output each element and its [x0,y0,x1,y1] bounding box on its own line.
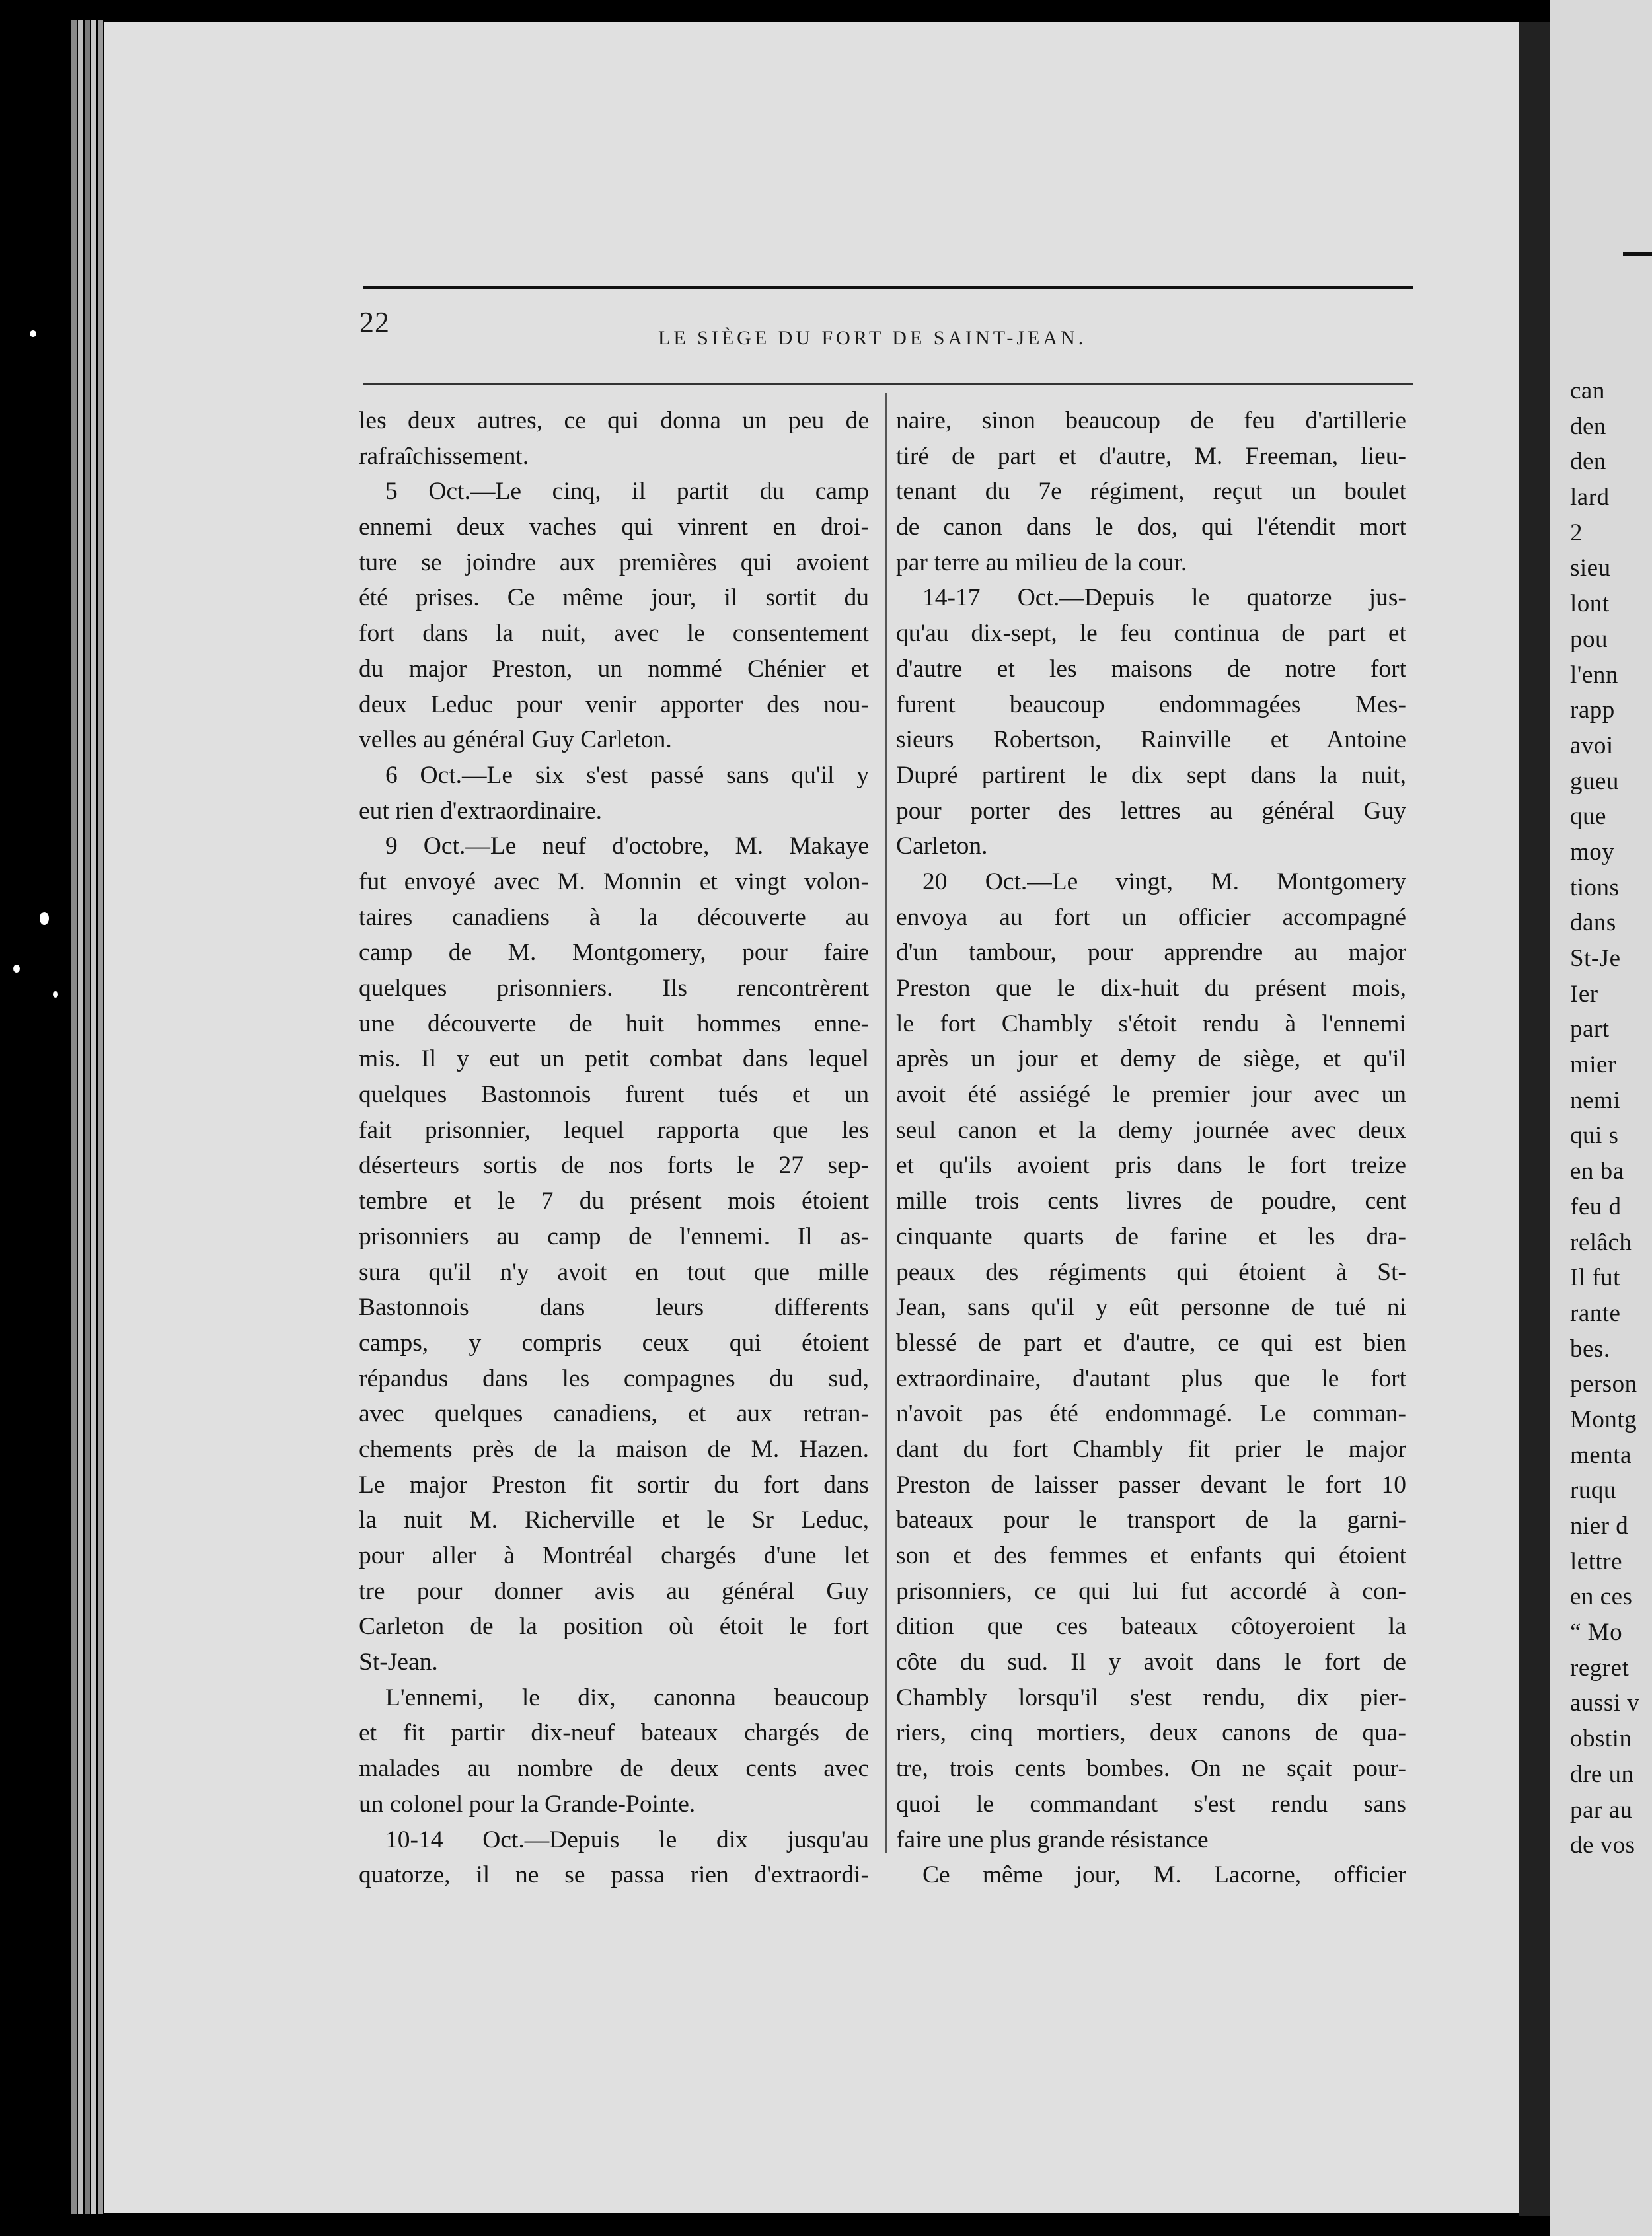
adjacent-page-line: moy [1570,838,1615,866]
text-line-left: camps, y compris ceux qui étoient [359,1329,869,1357]
text-line-left: fait prisonnier, lequel rapporta que les [359,1116,869,1144]
adjacent-page-line: sieu [1570,554,1611,582]
text-line-left: deux Leduc pour venir apporter des nou- [359,690,869,718]
adjacent-page-line: feu d [1570,1193,1622,1220]
adjacent-page-line: menta [1570,1441,1632,1469]
text-line-right: d'autre et les maisons de notre fort [896,655,1406,683]
text-line-right: tiré de part et d'autre, M. Freeman, lieu- [896,442,1406,470]
page-number: 22 [359,306,390,338]
adjacent-page-line: Il fut [1570,1264,1620,1292]
text-line-right: quoi le commandant s'est rendu sans [896,1790,1406,1818]
adjacent-page-line: rapp [1570,696,1615,724]
text-line-left: pour aller à Montréal chargés d'une let [359,1542,869,1569]
text-line-left: répandus dans les compagnes du sud, [359,1364,869,1392]
text-line-left: 10-14 Oct.—Depuis le dix jusqu'au [385,1826,869,1853]
text-line-left: L'ennemi, le dix, canonna beaucoup [385,1684,869,1711]
text-line-right: 14-17 Oct.—Depuis le quatorze jus- [922,584,1406,612]
text-line-left: la nuit M. Richerville et le Sr Leduc, [359,1507,869,1534]
adjacent-page-line: 2 [1570,519,1583,546]
text-line-left: tre pour donner avis au général Guy [359,1577,869,1605]
text-line-right: riers, cinq mortiers, deux canons de qua- [896,1719,1406,1747]
adjacent-page-line: person [1570,1370,1637,1398]
adjacent-page-line: St-Je [1570,945,1621,972]
text-line-right: Dupré partirent le dix sept dans la nuit, [896,761,1406,789]
text-line-right: le fort Chambly s'étoit rendu à l'ennemi [896,1010,1406,1037]
text-column-left [359,403,869,1893]
text-line-right: qu'au dix-sept, le feu continua de part et [896,620,1406,648]
adjacent-page-line: aussi v [1570,1690,1640,1717]
adjacent-page-line: lettre [1570,1547,1623,1575]
text-line-right: Preston de laisser passer devant le fort 10 [896,1471,1406,1499]
column-divider [885,393,887,1853]
adjacent-page-line: dans [1570,909,1616,937]
text-line-left: 5 Oct.—Le cinq, il partit du camp [385,478,869,505]
text-line-right: peaux des régiments qui étoient à St- [896,1258,1406,1286]
adjacent-page-text [1570,373,1639,1863]
text-line-right: n'avoit pas été endommagé. Le comman- [896,1400,1406,1428]
adjacent-page-line: obstin [1570,1725,1632,1753]
text-line-right: tenant du 7e régiment, reçut un boulet [896,478,1406,505]
text-line-right: cinquante quarts de farine et les dra- [896,1222,1406,1250]
text-line-right: envoya au fort un officier accompagné [896,903,1406,931]
text-line-left: malades au nombre de deux cents avec [359,1755,869,1783]
text-line-left: camp de M. Montgomery, pour faire [359,939,869,967]
text-line-right: d'un tambour, pour apprendre au major [896,939,1406,967]
text-line-right: Chambly lorsqu'il s'est rendu, dix pier- [896,1684,1406,1711]
text-line-right: Preston que le dix-huit du présent mois, [896,975,1406,1002]
text-line-left: Bastonnois dans leurs differents [359,1294,869,1322]
text-line-right: et qu'ils avoient pris dans le fort treize [896,1152,1406,1179]
text-line-right: seul canon et la demy journée avec deux [896,1116,1406,1144]
adjacent-page-rule [1623,252,1652,256]
adjacent-page-line: ruqu [1570,1477,1616,1505]
text-line-right: après un jour et demy de siège, et qu'il [896,1045,1406,1073]
text-line-right: prisonniers, ce qui lui fut accordé à con- [896,1577,1406,1605]
adjacent-page-line: l'enn [1570,661,1618,689]
text-line-left: quelques Bastonnois furent tués et un [359,1081,869,1109]
adjacent-page-line: lard [1570,484,1610,511]
adjacent-page-line: que [1570,803,1606,831]
text-line-left: rafraîchissement. [359,442,529,470]
text-line-left: les deux autres, ce qui donna un peu de [359,407,869,434]
text-line-right: avoit été assiégé le premier jour avec un [896,1081,1406,1109]
running-title: LE SIÈGE DU FORT DE SAINT-JEAN. [658,327,1087,349]
text-line-right: côte du sud. Il y avoit dans le fort de [896,1649,1406,1676]
text-line-left: prisonniers au camp de l'ennemi. Il as- [359,1222,869,1250]
adjacent-page-line: mier [1570,1051,1616,1079]
scan-speck [30,330,36,337]
text-line-left: une découverte de huit hommes enne- [359,1010,869,1037]
adjacent-page-line: lont [1570,590,1610,618]
adjacent-page-line: tions [1570,874,1620,901]
adjacent-page-line: de vos [1570,1832,1635,1859]
scan-speck [53,991,58,998]
text-line-right: blessé de part et d'autre, ce qui est bien [896,1329,1406,1357]
text-line-left: un colonel pour la Grande-Pointe. [359,1790,696,1818]
adjacent-page-line: nier d [1570,1512,1629,1540]
adjacent-page-line: den [1570,448,1606,476]
text-line-left: Carleton de la position où étoit le fort [359,1613,869,1641]
text-line-left: chements près de la maison de M. Hazen. [359,1435,869,1463]
adjacent-page-line: relâch [1570,1228,1632,1256]
text-line-left: taires canadiens à la découverte au [359,903,869,931]
text-line-left: tembre et le 7 du présent mois étoient [359,1187,869,1215]
adjacent-page-line: pou [1570,625,1608,653]
scan-speck [13,965,20,973]
text-line-right: extraordinaire, d'autant plus que le fort [896,1364,1406,1392]
spine-shadow [1519,22,1550,2216]
text-line-right: dant du fort Chambly fit prier le major [896,1435,1406,1463]
text-line-right: Carleton. [896,833,988,860]
text-line-left: du major Preston, un nommé Chénier et [359,655,869,683]
text-line-left: 9 Oct.—Le neuf d'octobre, M. Makaye [385,833,869,860]
adjacent-page-line: gueu [1570,767,1619,795]
adjacent-page-line: “ Mo [1570,1619,1623,1647]
text-line-left: velles au général Guy Carleton. [359,726,672,754]
adjacent-page-fragment [1550,0,1652,2236]
adjacent-page-line: bes. [1570,1335,1610,1362]
scan-speck [40,912,49,925]
text-line-left: fort dans la nuit, avec le consentement [359,620,869,648]
text-line-left: déserteurs sortis de nos forts le 27 sep- [359,1152,869,1179]
adjacent-page-line: regret [1570,1654,1630,1682]
adjacent-page-line: en ces [1570,1583,1633,1611]
adjacent-page-line: rante [1570,1299,1621,1327]
text-line-right: dition que ces bateaux côtoyeroient la [896,1613,1406,1641]
text-line-left: St-Jean. [359,1649,438,1676]
adjacent-page-line: en ba [1570,1158,1624,1185]
text-line-right: 20 Oct.—Le vingt, M. Montgomery [922,868,1406,895]
text-line-left: avec quelques canadiens, et aux retran- [359,1400,869,1428]
text-line-right: faire une plus grande résistance [896,1826,1209,1853]
text-line-right: furent beaucoup endommagées Mes- [896,690,1406,718]
text-line-left: 6 Oct.—Le six s'est passé sans qu'il y [385,761,869,789]
text-line-left: été prises. Ce même jour, il sortit du [359,584,869,612]
text-column-right [896,403,1406,1893]
adjacent-page-line: dre un [1570,1760,1634,1788]
text-line-right: son et des femmes et enfants qui étoient [896,1542,1406,1569]
adjacent-page-line: avoi [1570,731,1614,759]
header-underline [363,383,1413,385]
text-line-right: Ce même jour, M. Lacorne, officier [922,1861,1406,1889]
adjacent-page-line: Ier [1570,980,1598,1008]
text-line-right: Jean, sans qu'il y eût personne de tué ni [896,1294,1406,1322]
text-line-right: naire, sinon beaucoup de feu d'artillerie [896,407,1406,434]
text-line-right: tre, trois cents bombes. On ne sçait pour- [896,1755,1406,1783]
header-rule [363,286,1413,289]
adjacent-page-line: can [1570,377,1605,404]
adjacent-page-line: part [1570,1016,1610,1043]
text-line-left: Le major Preston fit sortir du fort dans [359,1471,869,1499]
book-edge-strips [71,20,106,2214]
text-line-left: quatorze, il ne se passa rien d'extraordi- [359,1861,869,1889]
text-line-left: sura qu'il n'y avoit en tout que mille [359,1258,869,1286]
text-line-right: sieurs Robertson, Rainville et Antoine [896,726,1406,754]
text-line-right: de canon dans le dos, qui l'étendit mort [896,513,1406,541]
text-line-left: fut envoyé avec M. Monnin et vingt volon- [359,868,869,895]
text-line-left: ennemi deux vaches qui vinrent en droi- [359,513,869,541]
text-line-right: pour porter des lettres au général Guy [896,797,1406,825]
adjacent-page-line: nemi [1570,1086,1620,1114]
text-line-left: et fit partir dix-neuf bateaux chargés de [359,1719,869,1747]
adjacent-page-line: Montg [1570,1405,1637,1433]
text-line-left: eut rien d'extraordinaire. [359,797,603,825]
text-line-left: mis. Il y eut un petit combat dans lequel [359,1045,869,1073]
text-line-right: bateaux pour le transport de la garni- [896,1507,1406,1534]
adjacent-page-line: qui s [1570,1122,1619,1150]
text-line-right: mille trois cents livres de poudre, cent [896,1187,1406,1215]
text-line-right: par terre au milieu de la cour. [896,548,1187,576]
text-line-left: quelques prisonniers. Ils rencontrèrent [359,975,869,1002]
adjacent-page-line: par au [1570,1796,1633,1824]
text-line-left: ture se joindre aux premières qui avoient [359,548,869,576]
adjacent-page-line: den [1570,412,1606,440]
